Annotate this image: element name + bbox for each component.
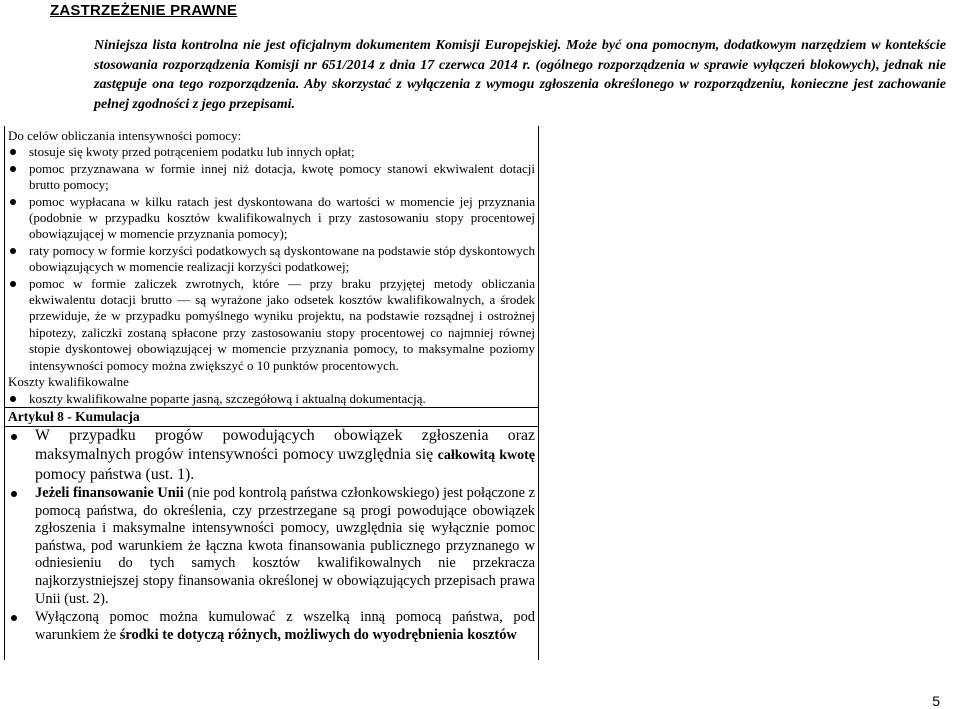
disclaimer-text-2: Aby skorzystać z wyłączenia z wymogu zgłoszenia określonego w rozporządzeniu, konieczne jest zachowanie pełnej zgodności z jego przepisami.: [94, 77, 946, 112]
page-number: 5: [932, 693, 940, 709]
text: pomocy państwa (ust. 1).: [35, 465, 195, 483]
text: Wyłączoną pomoc można kumulować z wszelką inną pomocą państwa, pod warunkiem że: [35, 609, 535, 643]
list-item: pomoc wypłacana w kilku ratach jest dyskontowana do wartości w momencie jej przyznania (podobnie w przypadku kosztów kwalifikowalnych i przy zastosowaniu stopy procentowej obowiązującej w momencie przyznania pomocy);: [8, 194, 535, 243]
intensity-intro: Do celów obliczania intensywności pomocy:: [8, 128, 242, 143]
list-item: [8, 427, 535, 484]
list-item: koszty kwalifikowalne poparte jasną, szczegółową i aktualną dokumentacją.: [8, 391, 535, 407]
bold-text: środki te dotyczą różnych, możliwych do wyodrębnienia kosztów: [119, 626, 517, 643]
checklist-box: [4, 126, 539, 660]
intensity-list: [8, 144, 535, 374]
list-item: pomoc w formie zaliczek zwrotnych, które — przy braku przyjętej metody obliczania ekwiwalentu dotacji brutto — są wyrażone jako odsetek kosztów kwalifikowalnych, a środek przewiduje, że w przypadku pomyślnego wyniku projektu, na podstawie rozsądnej i ostrożnej hipotezy, zaliczki zostaną spłacone przy zastosowaniu stopy procentowej co najmniej równej stopie dyskontowej obowiązującej w momencie przyznania pomocy, to maksymalne poziomy intensywności pomocy można zwiększyć o 10 punktów procentowych.: [8, 276, 535, 374]
list-item: pomoc przyznawana w formie innej niż dotacja, kwotę pomocy stanowi ekwiwalent dotacji brutto pomocy;: [8, 161, 535, 194]
list-item: stosuje się kwoty przed potrąceniem podatku lub innych opłat;: [8, 144, 535, 160]
page-heading: ZASTRZEŻENIE PRAWNE: [50, 2, 238, 19]
list-item: [8, 609, 535, 644]
bold-text: Jeżeli finansowanie Unii: [35, 485, 184, 502]
eligible-costs-title: Koszty kwalifikowalne: [8, 374, 129, 390]
text: (nie pod kontrolą państwa członkowskiego) jest połączone z pomocą państwa, do określenia, czy przestrzegane są progi powodujące obowiązek zgłoszenia i maksymalne intensywności pomocy, uwzględnia się wyłącznie pomoc państwa, pod warunkiem że łączna kwota finansowania publicznego przyznanego w odniesieniu do tych samych kosztów kwalifikowalnych nie przekracza najkorzystniejszej stopy finansowania określonej w obowiązujących przepisach prawa Unii (ust. 2).: [35, 485, 535, 607]
list-item: [8, 485, 535, 608]
legal-disclaimer: [94, 36, 946, 114]
list-item: raty pomocy w formie korzyści podatkowych są dyskontowane na podstawie stóp dyskontowych obowiązujących w momencie realizacji korzyści podatkowej;: [8, 243, 535, 276]
text: W przypadku progów powodujących obowiązek zgłoszenia oraz maksymalnych progów intensywności pomocy uwzględnia się: [35, 427, 535, 463]
eligible-costs-list: [8, 391, 535, 407]
article-8-title: Artykuł 8 - Kumulacja: [5, 407, 538, 427]
article-8-list: [8, 427, 535, 644]
bold-text: całkowitą kwotę: [437, 447, 535, 463]
disclaimer-text-1: Niniejsza lista kontrolna nie jest oficjalnym dokumentem Komisji Europejskiej. Może być ona pomocnym, dodatkowym narzędziem w kontekście stosowania rozporządzenia Komisji nr 651/2014 z dnia 17 czerwca 2014 r. (ogólnego rozporządzenia w sprawie wyłączeń blokowych), jednak nie zastępuje ona tego rozporządzenia.: [94, 38, 946, 92]
